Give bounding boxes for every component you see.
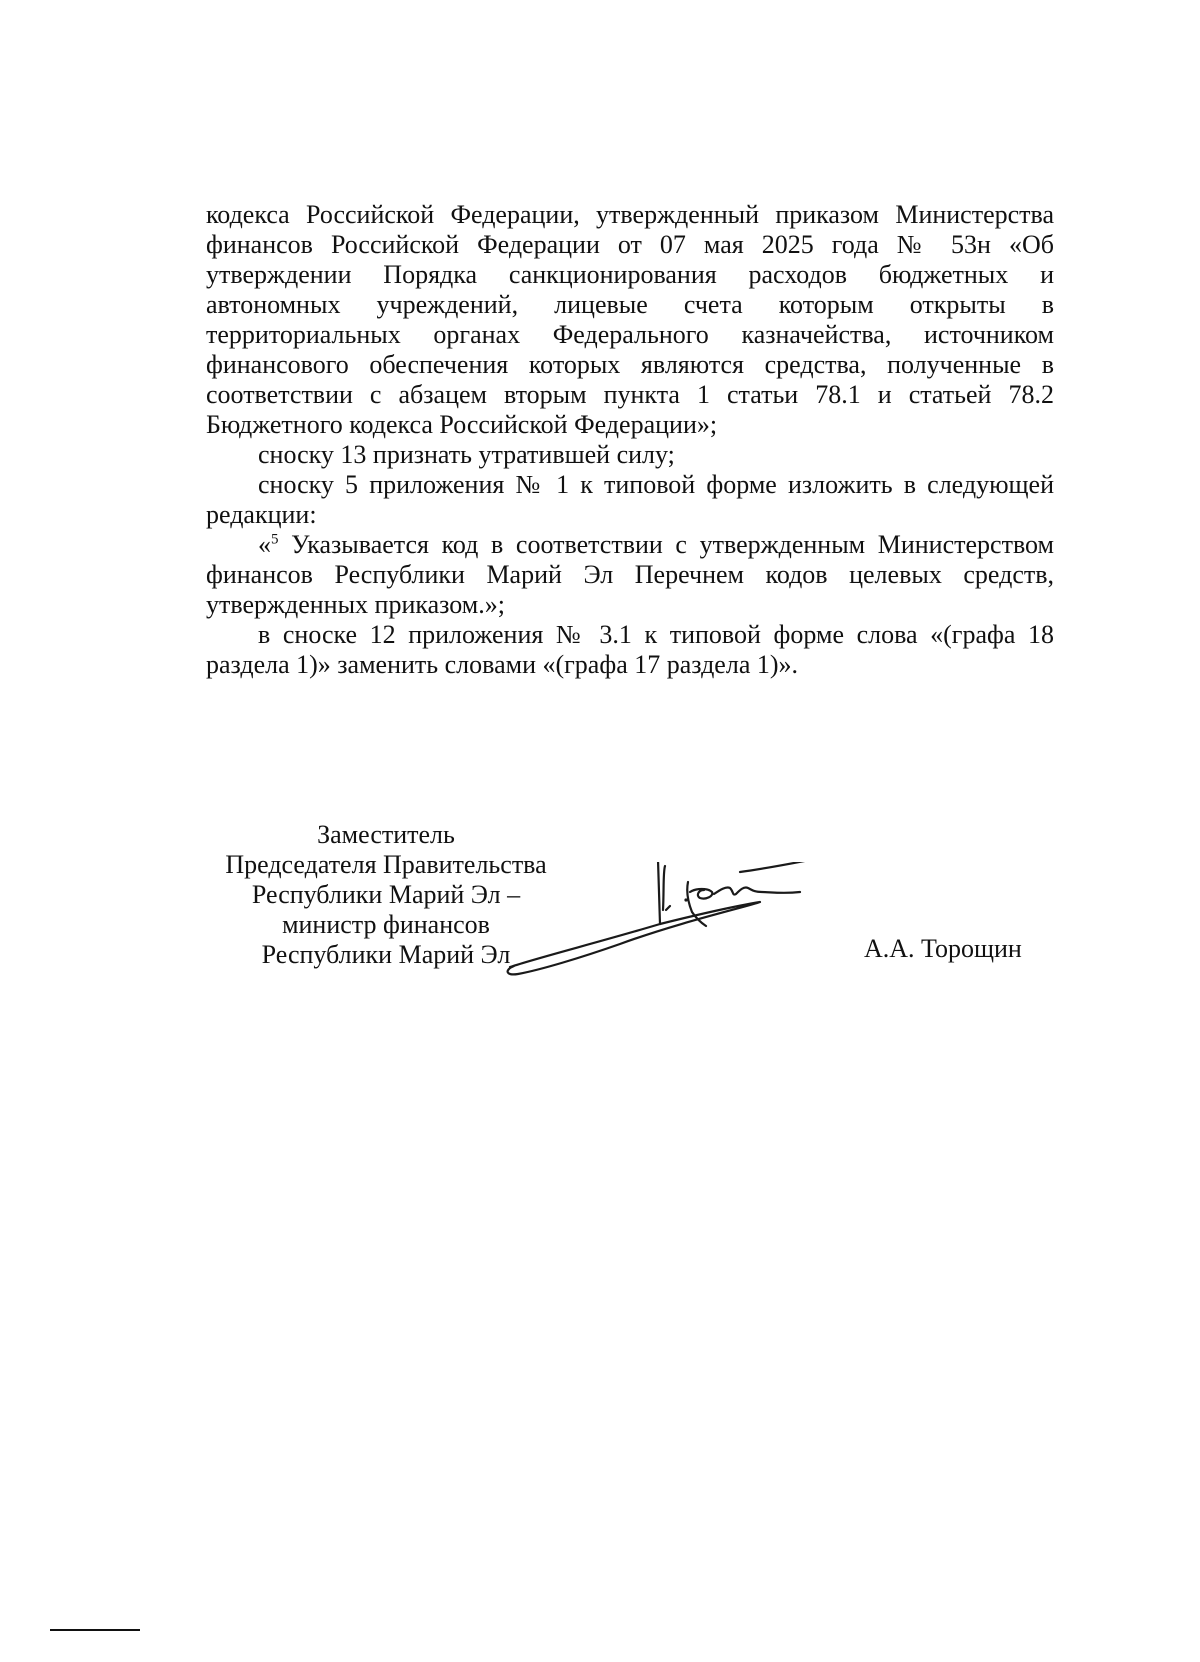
signatory-title-line: Председателя Правительства (225, 850, 547, 879)
paragraph-1: кодекса Российской Федерации, утвержденный приказом Министерства финансов Российской Федерации от 07 мая 2025 года № 53н «Об утверждении Порядка санкционирования расходов бюджетных и автономных учреждений, лицевые счета которым открыты в территориальных органах Федерального казначейства, источником финансового обеспечения которых являются средства, полученные в соответствии с абзацем вторым пункта 1 статьи 78.1 и статьей 78.2 Бюджетного кодекса Российской Федерации»; (206, 200, 1054, 439)
handwritten-signature (500, 862, 860, 992)
paragraph-2: сноску 13 признать утратившей силу; (258, 440, 675, 469)
paragraph-3: сноску 5 приложения № 1 к типовой форме изложить в следующей редакции: (206, 470, 1054, 529)
open-quote: « (258, 530, 271, 559)
signatory-title-line: Республики Марий Эл – (251, 880, 521, 909)
paragraph-5: в сноске 12 приложения № 3.1 к типовой форме слова «(графа 18 раздела 1)» заменить словами «(графа 17 раздела 1)». (206, 620, 1054, 679)
footnote-marker: 5 (271, 531, 279, 548)
signatory-title-line: министр финансов (282, 910, 490, 939)
paragraph-4-text: Указывается код в соответствии с утвержденным Министерством финансов Республики Марий Эл Перечнем кодов целевых средств, утвержденных приказом.»; (206, 530, 1054, 619)
signatory-title-line: Заместитель (317, 820, 455, 849)
signer-name: А.А. Торощин (864, 934, 1022, 963)
signatory-title-line: Республики Марий Эл (261, 940, 511, 969)
paragraph-4 (206, 530, 1054, 620)
document-body (206, 200, 1054, 680)
footnote-divider (50, 1629, 140, 1631)
